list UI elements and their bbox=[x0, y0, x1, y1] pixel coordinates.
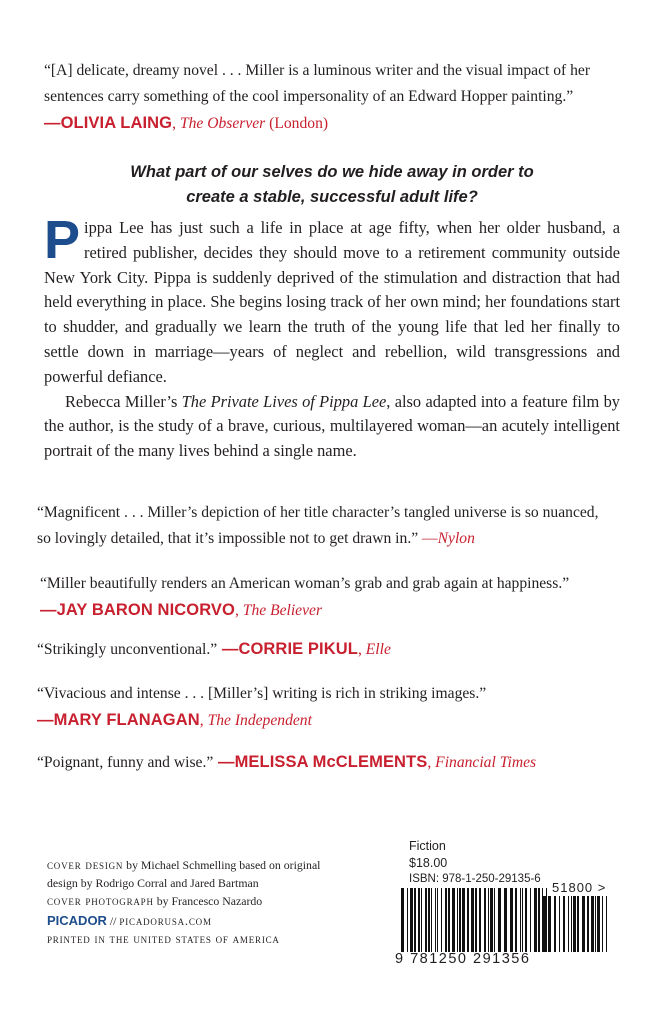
attribution-comma: , bbox=[172, 115, 177, 132]
quote-text-line: sentences carry something of the cool impersonality of an Edward Hopper painting.” bbox=[44, 88, 574, 105]
publisher-logo: PICADOR bbox=[47, 913, 107, 928]
paragraph-text-rest: , also adapted into a feature film by the author, is the study of a brave, curious, multilayered woman—an acutely intelligent portrait of the many lives behind a single name. bbox=[44, 391, 621, 461]
cover-design-credit-cont: design by Rodrigo Corral and Jared Bartman bbox=[47, 876, 259, 890]
review-quote-believer bbox=[40, 571, 640, 624]
publication-name: Nylon bbox=[437, 530, 475, 547]
back-cover-headline bbox=[60, 160, 604, 210]
attribution-dash: — bbox=[213, 753, 235, 771]
reviewer-name: JAY BARON NICORVO bbox=[56, 601, 235, 619]
credit-label: cover design bbox=[47, 858, 124, 872]
cover-photo-credit bbox=[47, 892, 377, 910]
review-quote-elle bbox=[37, 636, 637, 663]
quote-attribution bbox=[44, 110, 634, 137]
headline-line: What part of our selves do we hide away in order to bbox=[130, 163, 534, 181]
printed-in-line: printed in the united states of america bbox=[47, 932, 280, 946]
isbn-barcode bbox=[401, 888, 553, 952]
book-description bbox=[44, 210, 621, 464]
publisher-website: picadorusa.com bbox=[119, 914, 212, 928]
review-quote-observer bbox=[44, 58, 634, 137]
description-paragraph bbox=[44, 210, 620, 390]
headline-line: create a stable, successful adult life? bbox=[186, 188, 478, 206]
credit-label: cover photograph bbox=[47, 894, 154, 908]
paragraph-text: ippa Lee has just such a life in place at age fifty, when her older husband, a retired publisher, decides they should move to a retirement community outside New York City. Pippa is suddenly deprived of the stimulation and distraction that had held everything in place. She begins losing track of her own mind; her foundations start to shudder, and gradually we learn the truth of the young life that led her finally to settle down in marriage—years of neglect and rebellion, wild transgressions and powerful defiance. bbox=[44, 218, 620, 386]
attribution-dash: — bbox=[44, 114, 61, 132]
quote-text-line: “[A] delicate, dreamy novel . . . Miller is a luminous writer and the visual impact of her bbox=[44, 62, 591, 79]
attribution-dash: — bbox=[37, 711, 54, 729]
attribution-dash: — bbox=[418, 530, 438, 547]
quote-text: so lovingly detailed, that it’s impossible not to get drawn in.” bbox=[37, 530, 419, 547]
publication-name: The Believer bbox=[242, 602, 323, 619]
review-quote-nylon bbox=[37, 500, 637, 552]
reviewer-name: OLIVIA LAING bbox=[60, 114, 173, 132]
publisher-line bbox=[47, 912, 377, 930]
paragraph-text-start: Rebecca Miller’s bbox=[65, 391, 182, 411]
description-paragraph bbox=[44, 390, 620, 464]
credit-text: by Michael Schmelling based on original bbox=[123, 858, 321, 872]
attribution-dash: — bbox=[217, 640, 239, 658]
publication-location: (London) bbox=[265, 115, 329, 132]
barcode-digits: 9 781250 291356 bbox=[395, 951, 531, 967]
quote-text: “Strikingly unconventional.” bbox=[37, 641, 218, 658]
attribution-comma: , bbox=[427, 754, 432, 771]
publication-name: The Independent bbox=[207, 712, 312, 729]
credit-text: by Francesco Nazardo bbox=[153, 894, 263, 908]
price-label: $18.00 bbox=[409, 856, 448, 870]
attribution-comma: , bbox=[357, 641, 362, 658]
publication-name: Elle bbox=[365, 641, 391, 658]
drop-cap: P bbox=[44, 210, 81, 270]
publication-name: The Observer bbox=[179, 115, 266, 132]
isbn-label: ISBN: 978-1-250-29135-6 bbox=[409, 873, 541, 885]
attribution-comma: , bbox=[199, 712, 204, 729]
price-addon-barcode bbox=[543, 896, 617, 952]
review-quote-financial-times bbox=[37, 749, 657, 776]
addon-digits: 51800 > bbox=[552, 880, 607, 895]
quote-text-line bbox=[37, 526, 637, 552]
attribution-dash: — bbox=[40, 601, 57, 619]
quote-attribution bbox=[37, 707, 637, 734]
attribution-comma: , bbox=[234, 602, 239, 619]
reviewer-name: MARY FLANAGAN bbox=[53, 711, 200, 729]
cover-design-credit bbox=[47, 856, 377, 874]
book-title: The Private Lives of Pippa Lee bbox=[181, 391, 387, 411]
separator: // bbox=[106, 914, 120, 928]
quote-text-line: “Magnificent . . . Miller’s depiction of her title character’s tangled universe is so nuanced, bbox=[37, 504, 599, 521]
review-quote-independent bbox=[37, 681, 637, 734]
cover-credits bbox=[47, 856, 377, 948]
reviewer-name: CORRIE PIKUL bbox=[238, 640, 358, 658]
category-label: Fiction bbox=[409, 839, 446, 853]
quote-text-line: “Miller beautifully renders an American woman’s grab and grab again at happiness.” bbox=[40, 575, 570, 592]
reviewer-name: MELISSA McCLEMENTS bbox=[234, 753, 428, 771]
quote-text: “Poignant, funny and wise.” bbox=[37, 754, 214, 771]
quote-attribution bbox=[40, 597, 640, 624]
barcode-panel bbox=[387, 830, 649, 973]
publication-name: Financial Times bbox=[435, 754, 537, 771]
quote-text-line: “Vivacious and intense . . . [Miller’s] writing is rich in striking images.” bbox=[37, 685, 487, 702]
